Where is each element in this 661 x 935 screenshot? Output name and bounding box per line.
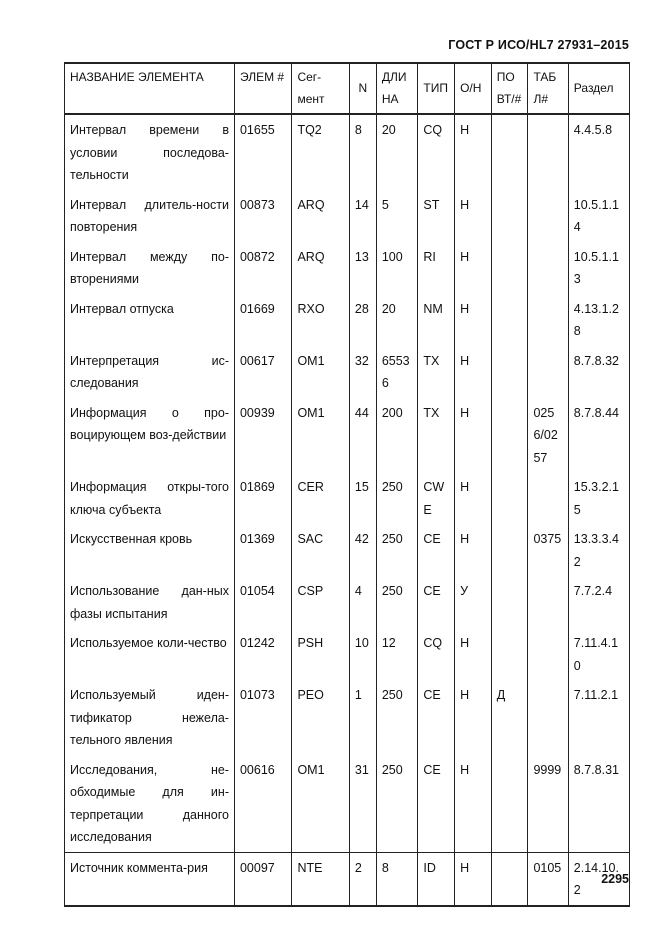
cell-elem: 01669 [234,294,291,346]
table-row [65,680,630,755]
cell-type: ST [418,190,455,242]
table-header [65,63,630,114]
cell-optionality: Н [455,294,492,346]
cell-optionality: Н [455,680,492,755]
data-elements-table [64,62,630,907]
cell-repetition [491,190,528,242]
cell-length: 250 [376,680,418,755]
cell-segment: PEO [292,680,349,755]
table-row [65,472,630,524]
cell-segment: RXO [292,294,349,346]
cell-name: Исследования, не-обходимые для ин-терпретации данного исследования [65,755,235,853]
cell-type: CE [418,680,455,755]
cell-name: Интерпретация ис-следования [65,346,235,398]
cell-n: 8 [349,114,376,190]
cell-type: RI [418,242,455,294]
cell-repetition [491,576,528,628]
cell-name: Использование дан-ных фазы испытания [65,576,235,628]
cell-table [528,346,568,398]
cell-length: 65536 [376,346,418,398]
cell-n: 15 [349,472,376,524]
cell-repetition [491,114,528,190]
cell-type: CE [418,576,455,628]
cell-name: Искусственная кровь [65,524,235,576]
cell-table [528,472,568,524]
column-header-length: ДЛИНА [376,63,418,114]
cell-segment: OM1 [292,398,349,473]
cell-segment: OM1 [292,755,349,853]
table-row [65,576,630,628]
cell-n: 32 [349,346,376,398]
cell-type: NM [418,294,455,346]
table-row [65,190,630,242]
cell-length: 100 [376,242,418,294]
cell-n: 31 [349,755,376,853]
cell-n: 14 [349,190,376,242]
table-row [65,114,630,190]
cell-n: 4 [349,576,376,628]
cell-elem: 00097 [234,852,291,906]
cell-length: 20 [376,294,418,346]
cell-n: 1 [349,680,376,755]
cell-section: 8.7.8.31 [568,755,629,853]
cell-repetition [491,472,528,524]
table-row [65,294,630,346]
cell-optionality: Н [455,398,492,473]
column-header-elem: ЭЛЕМ # [234,63,291,114]
cell-section: 4.4.5.8 [568,114,629,190]
cell-length: 5 [376,190,418,242]
cell-repetition [491,755,528,853]
cell-elem: 01369 [234,524,291,576]
cell-table [528,242,568,294]
cell-type: TX [418,398,455,473]
cell-section: 4.13.1.28 [568,294,629,346]
cell-optionality: Н [455,524,492,576]
table-row [65,628,630,680]
table-row [65,346,630,398]
cell-elem: 00617 [234,346,291,398]
cell-segment: ARQ [292,242,349,294]
cell-section: 10.5.1.14 [568,190,629,242]
cell-length: 8 [376,852,418,906]
header-row [65,63,630,114]
cell-optionality: Н [455,346,492,398]
cell-name: Информация откры-того ключа субъекта [65,472,235,524]
cell-segment: TQ2 [292,114,349,190]
cell-repetition [491,346,528,398]
column-header-segment: Сег-мент [292,63,349,114]
table-body [65,114,630,906]
cell-table: 0105 [528,852,568,906]
cell-name: Используемое коли-чество [65,628,235,680]
cell-section: 13.3.3.42 [568,524,629,576]
cell-repetition [491,294,528,346]
cell-repetition: Д [491,680,528,755]
cell-elem: 01054 [234,576,291,628]
cell-table: 0375 [528,524,568,576]
cell-name: Интервал длитель-ности повторения [65,190,235,242]
column-header-table: ТАБЛ# [528,63,568,114]
cell-table [528,680,568,755]
cell-type: CE [418,755,455,853]
cell-repetition [491,398,528,473]
cell-table: 9999 [528,755,568,853]
cell-elem: 01073 [234,680,291,755]
cell-optionality: Н [455,852,492,906]
cell-section: 7.11.4.10 [568,628,629,680]
cell-type: CE [418,524,455,576]
cell-segment: NTE [292,852,349,906]
cell-section: 8.7.8.32 [568,346,629,398]
cell-segment: OM1 [292,346,349,398]
cell-table [528,190,568,242]
cell-optionality: Н [455,114,492,190]
cell-n: 13 [349,242,376,294]
cell-table [528,114,568,190]
page-number: 2295 [601,872,629,886]
cell-optionality: Н [455,190,492,242]
cell-n: 10 [349,628,376,680]
table-row [65,398,630,473]
cell-optionality: У [455,576,492,628]
cell-repetition [491,524,528,576]
column-header-repetition: ПОВТ/# [491,63,528,114]
cell-elem: 00939 [234,398,291,473]
column-header-name: НАЗВАНИЕ ЭЛЕМЕНТА [65,63,235,114]
cell-name: Используемый иден-тификатор нежела-тельного явления [65,680,235,755]
table-row [65,852,630,906]
cell-segment: CER [292,472,349,524]
cell-name: Интервал времени в условии последова-тельности [65,114,235,190]
cell-table [528,576,568,628]
cell-type: CQ [418,114,455,190]
cell-section: 2.14.10.2 [568,852,629,906]
cell-segment: SAC [292,524,349,576]
cell-length: 250 [376,524,418,576]
column-header-type: ТИП [418,63,455,114]
cell-optionality: Н [455,628,492,680]
table-row [65,524,630,576]
cell-n: 2 [349,852,376,906]
cell-section: 7.11.2.1 [568,680,629,755]
cell-type: CWE [418,472,455,524]
cell-name: Интервал между по-вторениями [65,242,235,294]
cell-length: 20 [376,114,418,190]
cell-table [528,294,568,346]
cell-repetition [491,852,528,906]
cell-length: 250 [376,472,418,524]
cell-elem: 00873 [234,190,291,242]
cell-optionality: Н [455,755,492,853]
cell-name: Источник коммента-рия [65,852,235,906]
cell-type: TX [418,346,455,398]
cell-elem: 00872 [234,242,291,294]
cell-optionality: Н [455,472,492,524]
cell-type: ID [418,852,455,906]
cell-section: 15.3.2.15 [568,472,629,524]
cell-section: 10.5.1.13 [568,242,629,294]
cell-length: 250 [376,755,418,853]
table-row [65,242,630,294]
cell-n: 28 [349,294,376,346]
cell-length: 12 [376,628,418,680]
cell-repetition [491,242,528,294]
cell-table [528,628,568,680]
column-header-n: N [349,63,376,114]
cell-length: 250 [376,576,418,628]
table-row [65,755,630,853]
cell-elem: 00616 [234,755,291,853]
cell-elem: 01869 [234,472,291,524]
cell-type: CQ [418,628,455,680]
cell-repetition [491,628,528,680]
cell-table: 0256/0257 [528,398,568,473]
column-header-section: Раздел [568,63,629,114]
document-title: ГОСТ Р ИСО/HL7 27931–2015 [448,38,629,52]
cell-section: 8.7.8.44 [568,398,629,473]
cell-segment: CSP [292,576,349,628]
cell-name: Интервал отпуска [65,294,235,346]
cell-optionality: Н [455,242,492,294]
column-header-optionality: О/Н [455,63,492,114]
cell-name: Информация о про-воцирующем воз-действии [65,398,235,473]
cell-n: 42 [349,524,376,576]
cell-n: 44 [349,398,376,473]
cell-elem: 01655 [234,114,291,190]
cell-section: 7.7.2.4 [568,576,629,628]
cell-length: 200 [376,398,418,473]
cell-elem: 01242 [234,628,291,680]
cell-segment: ARQ [292,190,349,242]
cell-segment: PSH [292,628,349,680]
